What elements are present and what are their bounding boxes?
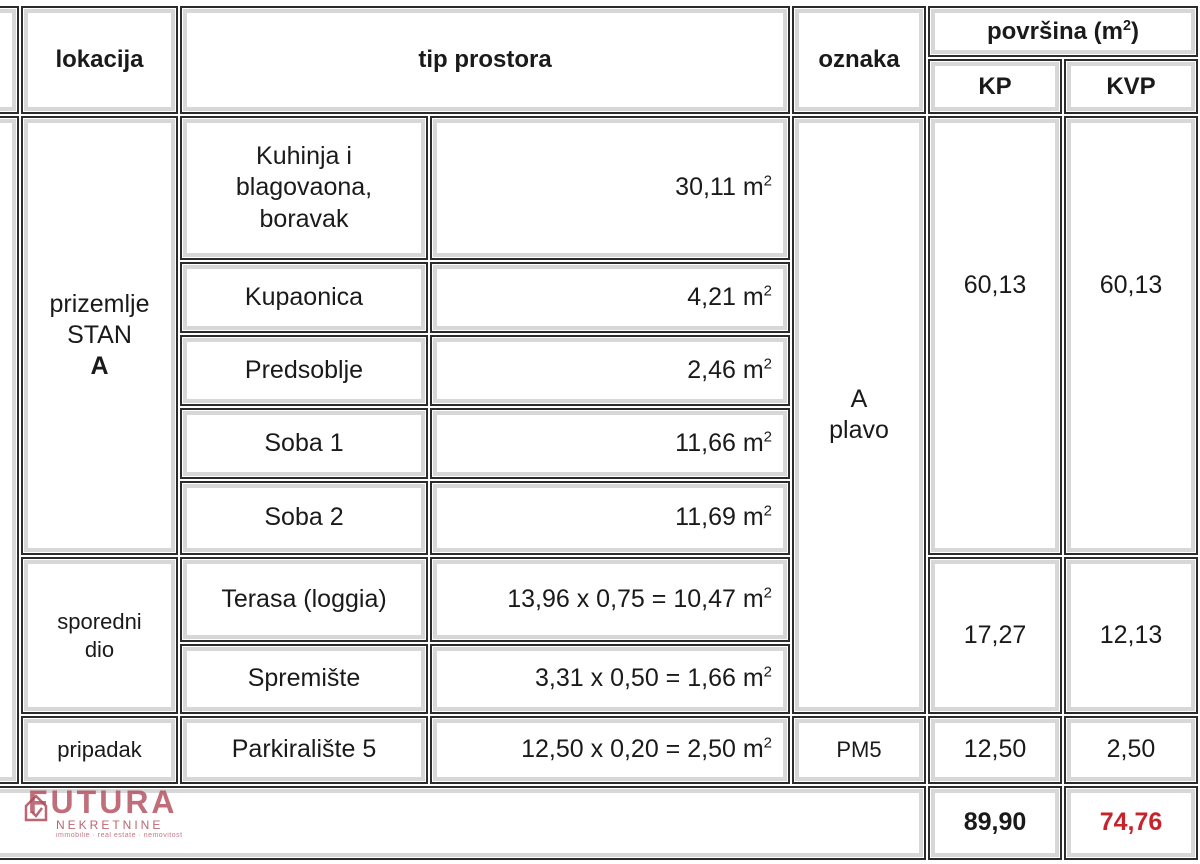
room-name-parkiraliste: Parkiralište 5 bbox=[180, 716, 428, 784]
total-kvp: 74,76 bbox=[1064, 786, 1198, 860]
header-oznaka: oznaka bbox=[792, 6, 926, 114]
room-area-terasa: 13,96 x 0,75 = 10,47 $m^2$ bbox=[430, 557, 790, 642]
room-name-spremiste: Spremište bbox=[180, 644, 428, 714]
room-name-terasa: Terasa (loggia) bbox=[180, 557, 428, 642]
room-area-predsoblje: 2,46 $m^2$ bbox=[430, 335, 790, 406]
group-stan-a bbox=[21, 116, 178, 555]
kp-pripadak: 12,50 bbox=[928, 716, 1062, 784]
group-sporedni-line2: dio bbox=[84, 636, 115, 662]
room-name-soba-2: Soba 2 bbox=[180, 481, 428, 555]
total-kp: 89,90 bbox=[928, 786, 1062, 860]
kvp-stan: 60,13 bbox=[1064, 116, 1198, 555]
room-area-kupaonica: 4,21 $m^2$ bbox=[430, 262, 790, 333]
room-name-kuhinja-line3: boravak bbox=[259, 204, 349, 233]
kp-stan: 60,13 bbox=[928, 116, 1062, 555]
header-kp: KP bbox=[928, 59, 1062, 114]
group-stan-line3: A bbox=[90, 352, 109, 381]
room-name-kuhinja-line2: blagovaona, bbox=[235, 173, 373, 202]
group-stan-line2: STAN bbox=[67, 320, 132, 349]
oznaka-apartment-line2: plavo bbox=[829, 416, 889, 444]
room-area-spremiste: 3,31 x 0,50 = 1,66 $m^2$ bbox=[430, 644, 790, 714]
edge-cell-header bbox=[0, 6, 19, 114]
room-area-kuhinja: 30,11 $m^2$ bbox=[430, 116, 790, 260]
room-name-kuhinja bbox=[180, 116, 428, 260]
header-tip-prostora: tip prostora bbox=[180, 6, 790, 114]
logo-brand: FUTURA bbox=[28, 784, 178, 820]
futura-logo bbox=[22, 786, 202, 842]
kp-sporedni: 17,27 bbox=[928, 557, 1062, 714]
oznaka-apartment bbox=[792, 116, 926, 714]
oznaka-apartment-line1: A bbox=[850, 384, 868, 413]
header-povrsina: površina $(m^2)$ bbox=[928, 6, 1198, 57]
kvp-sporedni: 12,13 bbox=[1064, 557, 1198, 714]
room-area-parkiraliste: 12,50 x 0,20 = 2,50 $m^2$ bbox=[430, 716, 790, 784]
logo-sub: NEKRETNINE bbox=[56, 818, 164, 832]
header-lokacija: lokacija bbox=[21, 6, 178, 114]
room-name-soba-1: Soba 1 bbox=[180, 408, 428, 479]
room-name-kuhinja-line1: Kuhinja i bbox=[256, 142, 352, 171]
room-name-kupaonica: Kupaonica bbox=[180, 262, 428, 333]
group-pripadak: pripadak bbox=[21, 716, 178, 784]
room-area-soba-2: 11,69 $m^2$ bbox=[430, 481, 790, 555]
room-name-predsoblje: Predsoblje bbox=[180, 335, 428, 406]
room-area-soba-1: 11,66 $m^2$ bbox=[430, 408, 790, 479]
oznaka-parking: PM5 bbox=[792, 716, 926, 784]
group-stan-line1: prizemlje bbox=[49, 289, 150, 318]
edge-cell-body bbox=[0, 116, 19, 784]
group-sporedni-line1: sporedni bbox=[57, 609, 142, 634]
logo-tagline: immobilie · real estate · nemovitost bbox=[56, 832, 183, 839]
header-kvp: KVP bbox=[1064, 59, 1198, 114]
group-sporedni-dio bbox=[21, 557, 178, 714]
kvp-pripadak: 2,50 bbox=[1064, 716, 1198, 784]
